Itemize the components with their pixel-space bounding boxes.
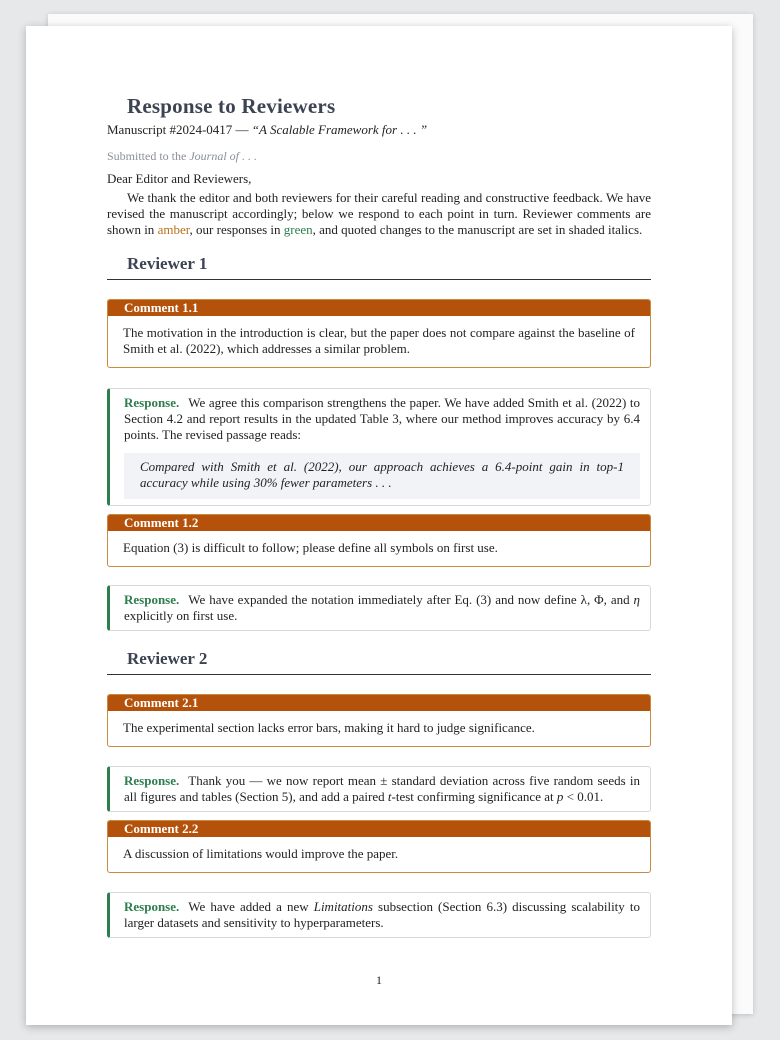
comment-2-2-label: Comment 2.2 xyxy=(108,821,650,837)
page-content xyxy=(107,92,651,938)
revised-passage-quote: Compared with Smith et al. (2022), our approach achieves a 6.4-point gain in top-1 accuracy while using 30% fewer parameters . . . xyxy=(124,453,640,499)
response-2-1 xyxy=(107,766,651,812)
response-label: Response. xyxy=(124,899,180,914)
comment-2-1 xyxy=(107,694,651,747)
response-1-2-text-a: We have expanded the notation immediately after Eq. (3) and now define λ, Φ, and xyxy=(188,592,634,607)
response-2-2-text-a: We have added a new xyxy=(188,899,314,914)
comment-1-1-label: Comment 1.1 xyxy=(108,300,650,316)
page-title: Response to Reviewers xyxy=(127,94,336,118)
intro-text-1: We thank the editor and both reviewers for their careful reading and constructive feedback. We have revised the manuscript accordingly; below we respond to each point in turn. Reviewer comments are shown in xyxy=(107,190,651,237)
comment-2-1-label: Comment 2.1 xyxy=(108,695,650,711)
reviewer-2-heading: Reviewer 2 xyxy=(107,648,651,675)
submitted-line xyxy=(107,148,651,164)
response-1-1 xyxy=(107,388,651,506)
response-2-1-text-c: < 0.01. xyxy=(563,789,604,804)
response-2-1-text-a: Thank you — we now report mean ± standard deviation across five random seeds in all figures and tables (Section 5), and add a paired xyxy=(124,773,640,804)
response-2-2-text-b: subsection (Section 6.3) discussing scalability to larger datasets and sensitivity to hyperparameters. xyxy=(124,899,640,930)
intro-text-2: , our responses in xyxy=(189,222,284,237)
submitted-prefix: Submitted to the xyxy=(107,149,190,163)
document-page xyxy=(26,26,732,1025)
p-symbol: p xyxy=(556,789,564,804)
page-number: 1 xyxy=(376,973,382,987)
response-1-1-text: We agree this comparison strengthens the paper. We have added Smith et al. (2022) to Section 4.2 and report results in the updated Table 3, where our method improves accuracy by 6.4 points. The revised passage reads: xyxy=(124,395,640,442)
journal-name: Journal of . . . xyxy=(189,149,258,163)
intro-text-3: , and quoted changes to the manuscript are set in shaded italics. xyxy=(312,222,643,237)
comment-1-2-label: Comment 1.2 xyxy=(108,515,650,531)
manuscript-number: Manuscript #2024-0417 — xyxy=(107,122,252,137)
comment-1-2 xyxy=(107,514,651,567)
comment-2-1-text: The experimental section lacks error bars, making it hard to judge significance. xyxy=(123,720,535,735)
response-label: Response. xyxy=(124,773,180,788)
eta-symbol: η xyxy=(633,592,640,607)
response-2-2 xyxy=(107,892,651,938)
intro-amber-word: amber xyxy=(157,222,190,237)
comment-1-1-text: The motivation in the introduction is clear, but the paper does not compare against the baseline of Smith et al. (2022), which addresses a similar problem. xyxy=(123,325,635,356)
intro-green-word: green xyxy=(283,222,313,237)
response-2-1-text-b: -test confirming significance at xyxy=(391,789,557,804)
limitations-word: Limitations xyxy=(313,899,373,914)
comment-2-2 xyxy=(107,820,651,873)
comment-1-1 xyxy=(107,299,651,368)
response-label: Response. xyxy=(124,592,180,607)
response-label: Response. xyxy=(124,395,180,410)
salutation: Dear Editor and Reviewers, xyxy=(107,171,252,186)
comment-2-2-text: A discussion of limitations would improve the paper. xyxy=(123,846,399,861)
reviewer-1-heading: Reviewer 1 xyxy=(107,253,651,280)
manuscript-line xyxy=(107,121,651,139)
t-symbol: t xyxy=(387,789,392,804)
comment-1-2-text: Equation (3) is difficult to follow; please define all symbols on first use. xyxy=(123,540,498,555)
intro-paragraph xyxy=(107,190,651,238)
response-1-2 xyxy=(107,585,651,631)
manuscript-title: “A Scalable Framework for . . . ” xyxy=(251,122,428,137)
response-1-2-text-b: explicitly on first use. xyxy=(124,608,238,623)
